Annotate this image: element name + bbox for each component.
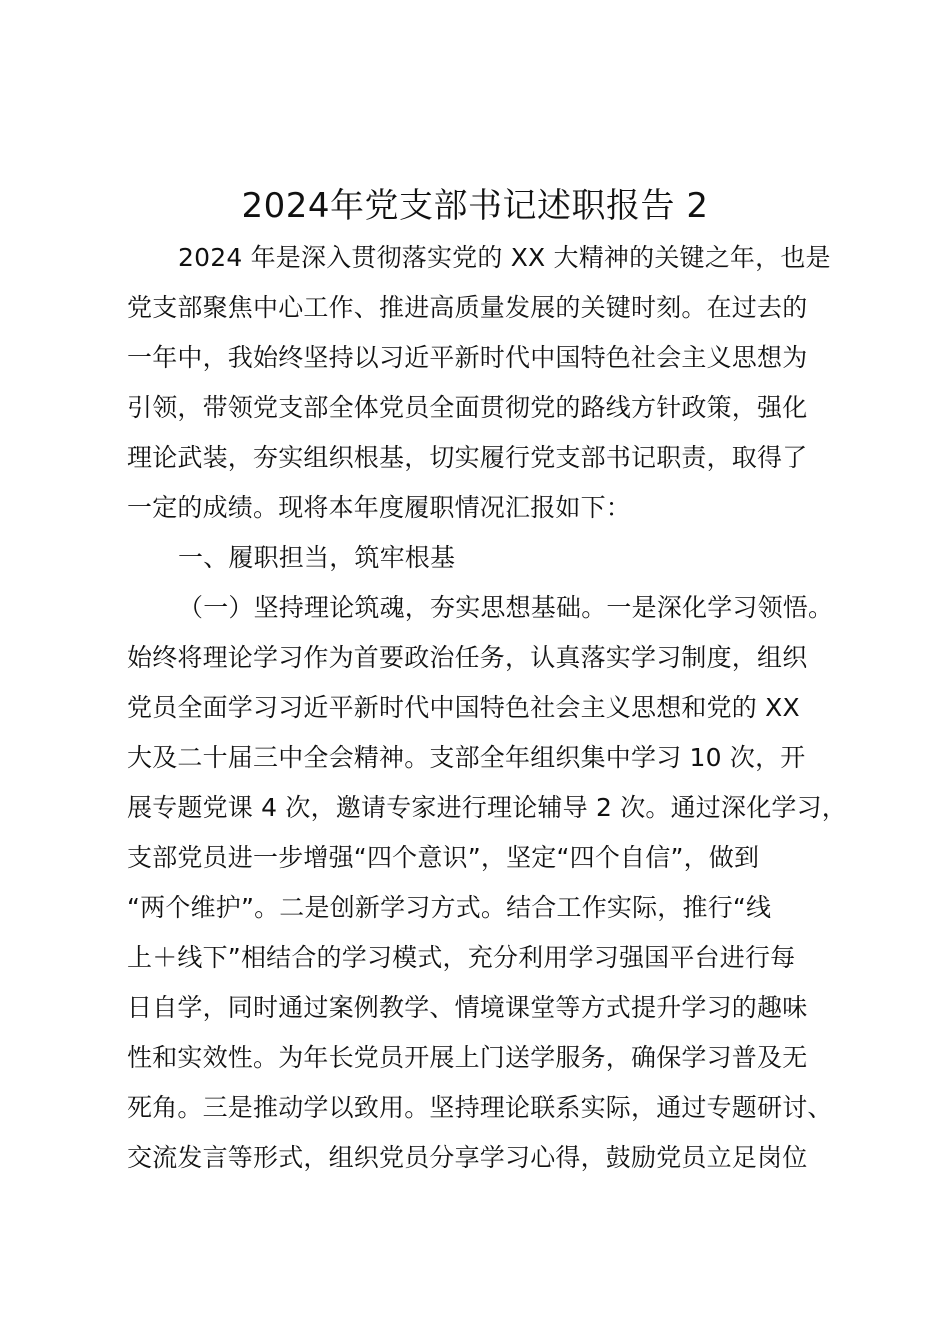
body-line: 展专题党课 4 次，邀请专家进行理论辅导 2 次。通过深化学习，: [127, 793, 848, 822]
body-line: 日自学，同时通过案例教学、情境课堂等方式提升学习的趣味: [127, 993, 808, 1022]
body-line: 性和实效性。为年长党员开展上门送学服务，确保学习普及无: [127, 1043, 808, 1072]
body-line: 党员全面学习习近平新时代中国特色社会主义思想和党的 XX: [127, 693, 800, 722]
body-line: 一定的成绩。现将本年度履职情况汇报如下：: [127, 493, 632, 522]
body-line: （一）坚持理论筑魂，夯实思想基础。一是深化学习领悟。: [178, 593, 834, 622]
body-line: 一年中，我始终坚持以习近平新时代中国特色社会主义思想为: [127, 343, 808, 372]
body-line: “两个维护”。二是创新学习方式。结合工作实际，推行“线: [127, 893, 772, 922]
body-line: 大及二十届三中全会精神。支部全年组织集中学习 10 次，开: [127, 743, 806, 772]
body-line: 2024 年是深入贯彻落实党的 XX 大精神的关键之年，也是: [178, 243, 831, 272]
body-line: 理论武装，夯实组织根基，切实履行党支部书记职责，取得了: [127, 443, 808, 472]
body-line: 支部党员进一步增强“四个意识”，坚定“四个自信”，做到: [127, 843, 760, 872]
body-line: 引领，带领党支部全体党员全面贯彻党的路线方针政策，强化: [127, 393, 808, 422]
document-title: 2024年党支部书记述职报告 2: [241, 186, 709, 226]
body-line: 交流发言等形式，组织党员分享学习心得，鼓励党员立足岗位: [127, 1143, 808, 1172]
body-line: 党支部聚焦中心工作、推进高质量发展的关键时刻。在过去的: [127, 293, 808, 322]
section-heading: 一、履职担当，筑牢根基: [178, 543, 456, 572]
body-line: 死角。三是推动学以致用。坚持理论联系实际，通过专题研讨、: [127, 1093, 833, 1122]
body-line: 上＋线下”相结合的学习模式，充分利用学习强国平台进行每: [127, 943, 796, 972]
body-line: 始终将理论学习作为首要政治任务，认真落实学习制度，组织: [127, 643, 808, 672]
